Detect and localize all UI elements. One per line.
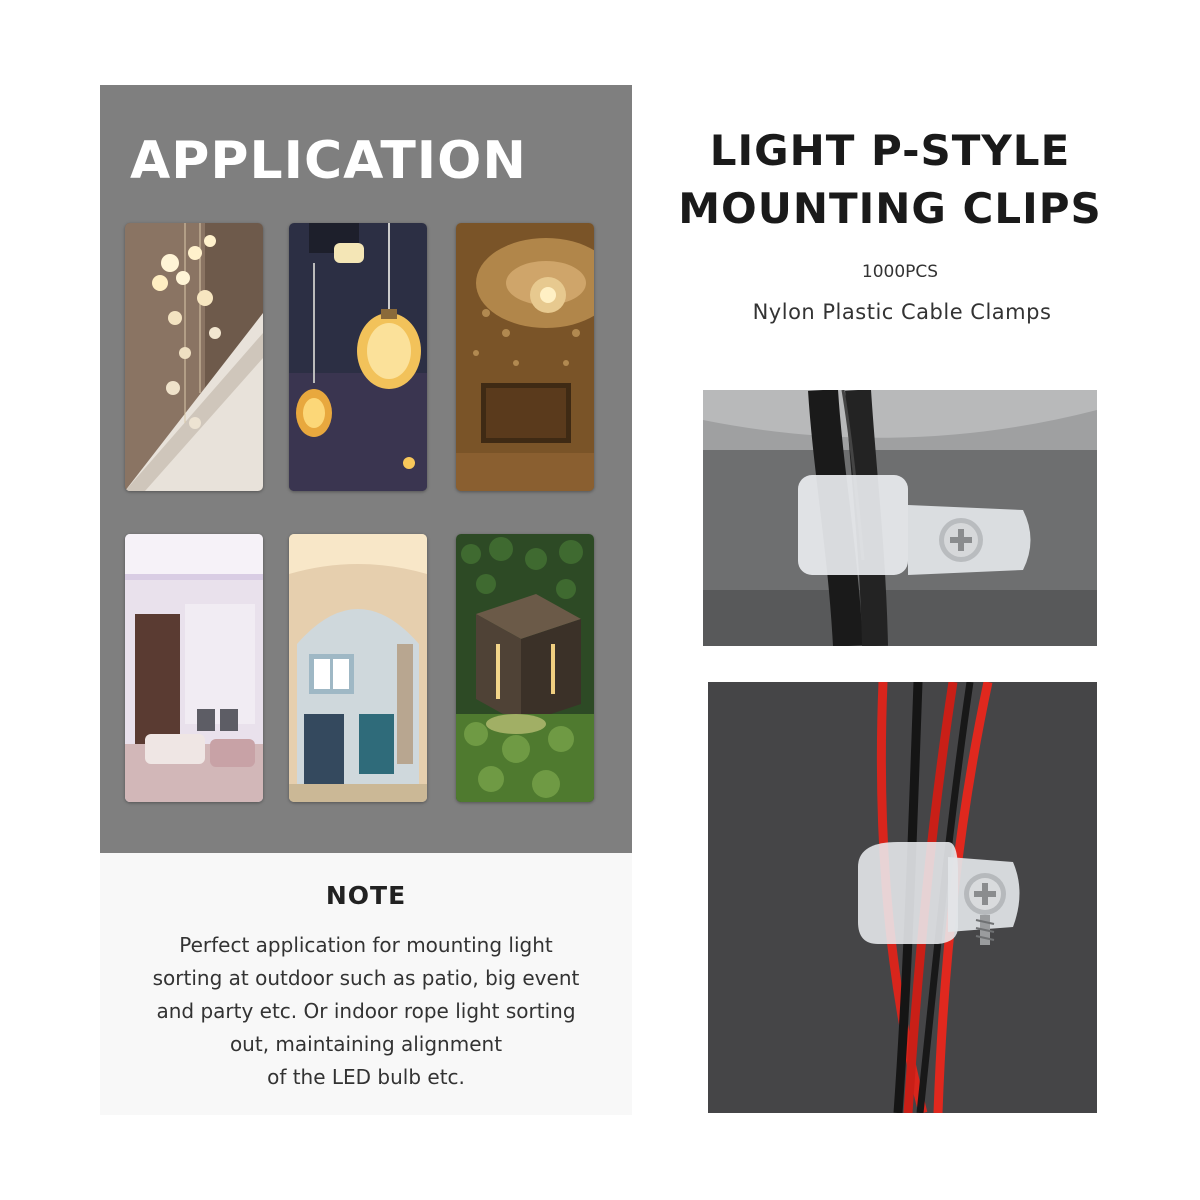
note-line: Perfect application for mounting light bbox=[179, 933, 553, 957]
garden-box-image bbox=[456, 534, 594, 802]
product-title-line: MOUNTING CLIPS bbox=[678, 184, 1102, 233]
application-title: APPLICATION bbox=[130, 131, 527, 191]
note-body bbox=[110, 929, 622, 1094]
arched-hallway-image bbox=[289, 534, 427, 802]
clip-black-cables-photo bbox=[703, 390, 1097, 646]
note-panel bbox=[100, 853, 632, 1115]
application-panel bbox=[100, 85, 632, 853]
bedroom-image bbox=[125, 534, 263, 802]
patterned-wall-image bbox=[456, 223, 594, 491]
note-title: NOTE bbox=[325, 881, 407, 910]
product-title-line: LIGHT P-STYLE bbox=[709, 126, 1071, 175]
note-line: sorting at outdoor such as patio, big event bbox=[152, 966, 580, 990]
tile-arched-hallway-lighting bbox=[289, 534, 427, 802]
tile-bedroom-ceiling-lighting bbox=[125, 534, 263, 802]
tile-patterned-wall-lamp bbox=[456, 223, 594, 491]
clip-black-cables-image bbox=[703, 390, 1097, 646]
product-description: Nylon Plastic Cable Clamps bbox=[752, 300, 1052, 324]
tile-stairwell-pendant-lights bbox=[125, 223, 263, 491]
note-line: out, maintaining alignment bbox=[229, 1032, 503, 1056]
edison-bulb-image bbox=[289, 223, 427, 491]
note-line: and party etc. Or indoor rope light sorting bbox=[156, 999, 576, 1023]
tile-garden-box-light bbox=[456, 534, 594, 802]
product-quantity: 1000PCS bbox=[861, 262, 939, 282]
tile-edison-bulb-pendants bbox=[289, 223, 427, 491]
clip-red-wires-photo bbox=[708, 682, 1097, 1113]
stairwell-pendant-image bbox=[125, 223, 263, 491]
product-title bbox=[650, 122, 1130, 238]
note-line: of the LED bulb etc. bbox=[267, 1065, 465, 1089]
clip-red-wires-image bbox=[708, 682, 1097, 1113]
